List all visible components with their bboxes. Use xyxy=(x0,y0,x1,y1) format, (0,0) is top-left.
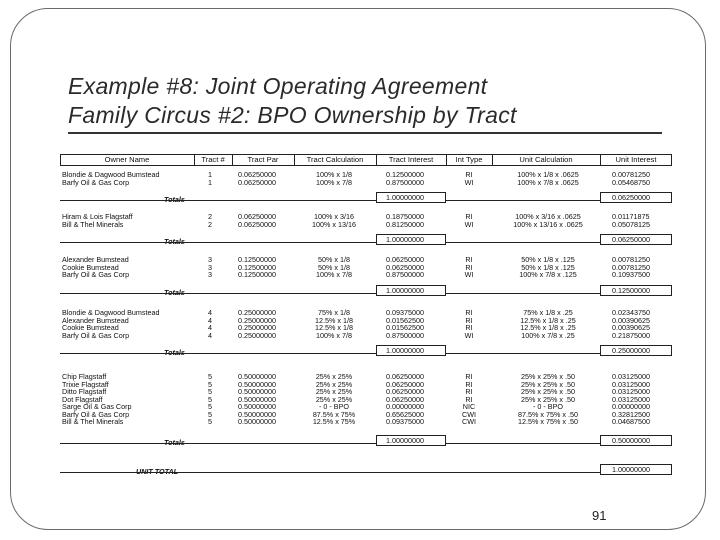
table-cell: 50% x 1/8 xyxy=(318,262,350,272)
totals-line xyxy=(60,242,376,243)
table-cell: 4 xyxy=(208,315,212,325)
table-cell: Ditto Flagstaff xyxy=(62,387,107,396)
totals-line xyxy=(446,242,600,243)
table-cell: Sarge Oil & Gas Corp xyxy=(62,402,132,411)
column-header: Tract Calculation xyxy=(306,155,364,164)
table-cell: Barfy Oil & Gas Corp xyxy=(62,270,130,279)
table-cell: 0.25000000 xyxy=(238,330,276,340)
column-header: Int Type xyxy=(455,155,483,164)
table-cell: 0.03125000 xyxy=(612,387,650,396)
table-cell: 0.18750000 xyxy=(386,212,424,221)
table-cell: 0.09375000 xyxy=(386,308,424,317)
table-cell: 0.50000000 xyxy=(238,417,276,426)
table-cell: 100% x 13/16 xyxy=(312,219,356,229)
table-cell: 100% x 7/8 xyxy=(316,270,352,279)
table-cell: 0.65625000 xyxy=(386,409,424,419)
table-cell: RI xyxy=(465,170,473,179)
table-cell: Trixie Flagstaff xyxy=(62,379,109,389)
table-cell: RI xyxy=(465,255,473,264)
table-cell: 5 xyxy=(208,394,212,404)
table-cell: 100% x 7/8 xyxy=(316,177,352,187)
table-cell: Bill & Thel Minerals xyxy=(62,219,124,229)
ownership-table xyxy=(60,154,672,472)
table-cell: 25% x 25% x .50 xyxy=(521,394,575,404)
table-cell: 5 xyxy=(208,402,212,411)
table-cell: Barfy Oil & Gas Corp xyxy=(62,330,130,340)
table-cell: 0.87500000 xyxy=(386,177,424,187)
table-cell: 0.12500000 xyxy=(386,170,424,179)
table-cell: 0.03125000 xyxy=(612,372,650,381)
table-cell: Alexander Bumstead xyxy=(62,255,129,264)
table-cell: 0.06250000 xyxy=(386,379,424,389)
table-cell: 87.5% x 75% x .50 xyxy=(518,409,578,419)
table-cell: 12.5% x 1/8 xyxy=(315,315,353,325)
table-cell: 5 xyxy=(208,417,212,426)
title-underline xyxy=(68,132,662,134)
table-cell: 100% x 7/8 x .0625 xyxy=(517,177,579,187)
totals-line xyxy=(60,443,376,444)
totals-line xyxy=(446,200,600,201)
column-header: Unit Interest xyxy=(615,155,657,164)
table-cell: 0.05468750 xyxy=(612,177,650,187)
table-cell: 0.09375000 xyxy=(386,417,424,426)
table-cell: 0.00781250 xyxy=(612,255,650,264)
total-tract-value: 1.00000000 xyxy=(386,435,424,445)
table-cell: CWI xyxy=(462,409,476,419)
total-unit-value: 0.06250000 xyxy=(612,235,650,244)
total-tract-value: 1.00000000 xyxy=(386,346,424,355)
totals-line xyxy=(446,353,600,354)
table-cell: Barfy Oil & Gas Corp xyxy=(62,409,130,419)
table-cell: 12.5% x 1/8 xyxy=(315,323,353,332)
table-cell: 0.12500000 xyxy=(238,262,276,272)
table-cell: - 0 - BPO xyxy=(319,402,349,411)
table-cell: - 0 - BPO xyxy=(533,402,563,411)
table-cell: 0.25000000 xyxy=(238,315,276,325)
table-cell: 0.50000000 xyxy=(238,379,276,389)
totals-line xyxy=(60,293,376,294)
table-cell: 5 xyxy=(208,379,212,389)
table-cell: 12.5% x 1/8 x .25 xyxy=(520,323,576,332)
table-cell: RI xyxy=(465,394,473,404)
column-header: Tract Interest xyxy=(388,155,434,164)
table-cell: 25% x 25% xyxy=(315,387,353,396)
table-cell: 0.06250000 xyxy=(238,177,276,187)
table-cell: 4 xyxy=(208,323,212,332)
table-cell: 12.5% x 75% xyxy=(312,417,356,426)
table-cell: 0.25000000 xyxy=(238,323,276,332)
table-cell: 0.00000000 xyxy=(612,402,650,411)
table-cell: Cookie Bumstead xyxy=(62,323,119,332)
totals-line xyxy=(446,293,600,294)
table-cell: 0.06250000 xyxy=(238,170,276,179)
total-tract-value: 1.00000000 xyxy=(386,235,424,244)
column-header: Tract Par xyxy=(247,155,279,164)
table-cell: 0.01171875 xyxy=(612,212,650,221)
column-header: Owner Name xyxy=(104,155,150,164)
table-cell: NIC xyxy=(462,402,476,411)
table-cell: 25% x 25% x .50 xyxy=(521,372,575,381)
table-cell: 5 xyxy=(208,387,212,396)
total-unit-value: 0.50000000 xyxy=(612,435,650,445)
table-cell: Dot Flagstaff xyxy=(62,394,103,404)
table-cell: 0.50000000 xyxy=(238,394,276,404)
total-tract-value: 1.00000000 xyxy=(386,285,424,295)
table-cell: 25% x 25% xyxy=(315,372,353,381)
table-cell: Blondie & Dagwood Bumstead xyxy=(62,170,160,179)
table-cell: 0.00781250 xyxy=(612,170,650,179)
table-cell: 0.01562500 xyxy=(386,323,424,332)
table-cell: 100% x 3/16 xyxy=(314,212,354,221)
table-cell: 0.03125000 xyxy=(612,379,650,389)
table-cell: 3 xyxy=(208,270,212,279)
table-cell: 0.02343750 xyxy=(612,308,650,317)
table-cell: WI xyxy=(464,270,474,279)
table-cell: 25% x 25% xyxy=(315,379,353,389)
table-cell: 0.12500000 xyxy=(238,270,276,279)
table-cell: 0.00000000 xyxy=(386,402,424,411)
table-cell: 4 xyxy=(208,308,212,317)
table-cell: 0.06250000 xyxy=(386,255,424,264)
table-cell: 1 xyxy=(208,170,212,179)
table-cell: 0.05078125 xyxy=(612,219,650,229)
totals-line xyxy=(60,200,376,201)
table-cell: WI xyxy=(464,219,474,229)
table-cell: Blondie & Dagwood Bumstead xyxy=(62,308,160,317)
table-cell: 0.04687500 xyxy=(612,417,650,426)
table-cell: 100% x 7/8 xyxy=(316,330,352,340)
table-cell: 2 xyxy=(208,219,212,229)
table-cell: Barfy Oil & Gas Corp xyxy=(62,177,130,187)
page-number: 91 xyxy=(592,508,607,523)
table-cell: 100% x 3/16 x .0625 xyxy=(515,212,581,221)
table-cell: 0.50000000 xyxy=(238,372,276,381)
table-cell: 25% x 25% x .50 xyxy=(521,379,575,389)
table-cell: RI xyxy=(465,212,473,221)
table-cell: 75% x 1/8 xyxy=(318,308,350,317)
table-cell: 0.50000000 xyxy=(238,402,276,411)
table-cell: 0.01562500 xyxy=(386,315,424,325)
unit-total-value: 1.00000000 xyxy=(612,465,650,474)
table-cell: RI xyxy=(465,262,473,272)
table-cell: 0.06250000 xyxy=(238,212,276,221)
unit-total-line xyxy=(60,472,600,473)
table-cell: 100% x 7/8 x .25 xyxy=(521,330,575,340)
table-cell: 100% x 7/8 x .125 xyxy=(519,270,577,279)
table-cell: RI xyxy=(465,308,473,317)
table-cell: RI xyxy=(465,379,473,389)
table-cell: WI xyxy=(464,330,474,340)
table-cell: Chip Flagstaff xyxy=(62,372,107,381)
table-cell: RI xyxy=(465,323,473,332)
title-line-1: Example #8: Joint Operating Agreement xyxy=(68,73,488,99)
table-cell: 25% x 25% xyxy=(315,394,353,404)
table-cell: 100% x 13/16 x .0625 xyxy=(513,219,583,229)
table-cell: CWI xyxy=(462,417,476,426)
table-cell: RI xyxy=(465,315,473,325)
table-cell: 0.12500000 xyxy=(238,255,276,264)
slide-title xyxy=(68,72,517,130)
table-cell: WI xyxy=(464,177,474,187)
totals-line xyxy=(446,443,600,444)
table-cell: 0.87500000 xyxy=(386,330,424,340)
table-cell: 100% x 1/8 x .0625 xyxy=(517,170,579,179)
table-cell: 0.06250000 xyxy=(386,262,424,272)
table-cell: 0.06250000 xyxy=(386,394,424,404)
table-cell: 0.06250000 xyxy=(386,387,424,396)
table-cell: 25% x 25% x .50 xyxy=(521,387,575,396)
table-cell: 1 xyxy=(208,177,212,187)
column-header: Tract # xyxy=(201,155,225,164)
table-cell: 50% x 1/8 xyxy=(318,255,350,264)
table-cell: 0.81250000 xyxy=(386,219,424,229)
total-unit-value: 0.25000000 xyxy=(612,346,650,355)
title-line-2: Family Circus #2: BPO Ownership by Tract xyxy=(68,102,517,128)
table-cell: 3 xyxy=(208,262,212,272)
table-cell: 0.50000000 xyxy=(238,387,276,396)
table-cell: RI xyxy=(465,372,473,381)
table-cell: Hiram & Lois Flagstaff xyxy=(62,212,133,221)
total-unit-value: 0.12500000 xyxy=(612,285,650,295)
table-cell: 0.21875000 xyxy=(612,330,650,340)
table-cell: 0.03125000 xyxy=(612,394,650,404)
table-cell: 50% x 1/8 x .125 xyxy=(521,255,575,264)
table-cell: 75% x 1/8 x .25 xyxy=(523,308,573,317)
table-cell: 0.00390625 xyxy=(612,315,650,325)
table-cell: Bill & Thel Minerals xyxy=(62,417,124,426)
table-cell: 12.5% x 1/8 x .25 xyxy=(520,315,576,325)
table-cell: 0.50000000 xyxy=(238,409,276,419)
table-cell: 0.25000000 xyxy=(238,308,276,317)
table-cell: 0.06250000 xyxy=(386,372,424,381)
table-cell: 0.00781250 xyxy=(612,262,650,272)
totals-line xyxy=(60,353,376,354)
table-cell: 50% x 1/8 x .125 xyxy=(521,262,575,272)
table-cell: 0.06250000 xyxy=(238,219,276,229)
total-tract-value: 1.00000000 xyxy=(386,193,424,202)
table-cell: 100% x 1/8 xyxy=(316,170,352,179)
table-cell: Alexander Bumstead xyxy=(62,315,129,325)
table-cell: Cookie Bumstead xyxy=(62,262,119,272)
table-cell: 0.00390625 xyxy=(612,323,650,332)
table-cell: 0.10937500 xyxy=(612,270,650,279)
table-cell: 87.5% x 75% xyxy=(312,409,356,419)
table-cell: 0.32812500 xyxy=(612,409,650,419)
header-bottom-border xyxy=(60,165,672,166)
table-cell: RI xyxy=(465,387,473,396)
table-cell: 5 xyxy=(208,372,212,381)
table-cell: 2 xyxy=(208,212,212,221)
table-cell: 5 xyxy=(208,409,212,419)
column-header: Unit Calculation xyxy=(519,155,573,164)
table-cell: 12.5% x 75% x .50 xyxy=(518,417,578,426)
table-cell: 0.87500000 xyxy=(386,270,424,279)
table-cell: 3 xyxy=(208,255,212,264)
table-cell: 4 xyxy=(208,330,212,340)
total-unit-value: 0.06250000 xyxy=(612,193,650,202)
